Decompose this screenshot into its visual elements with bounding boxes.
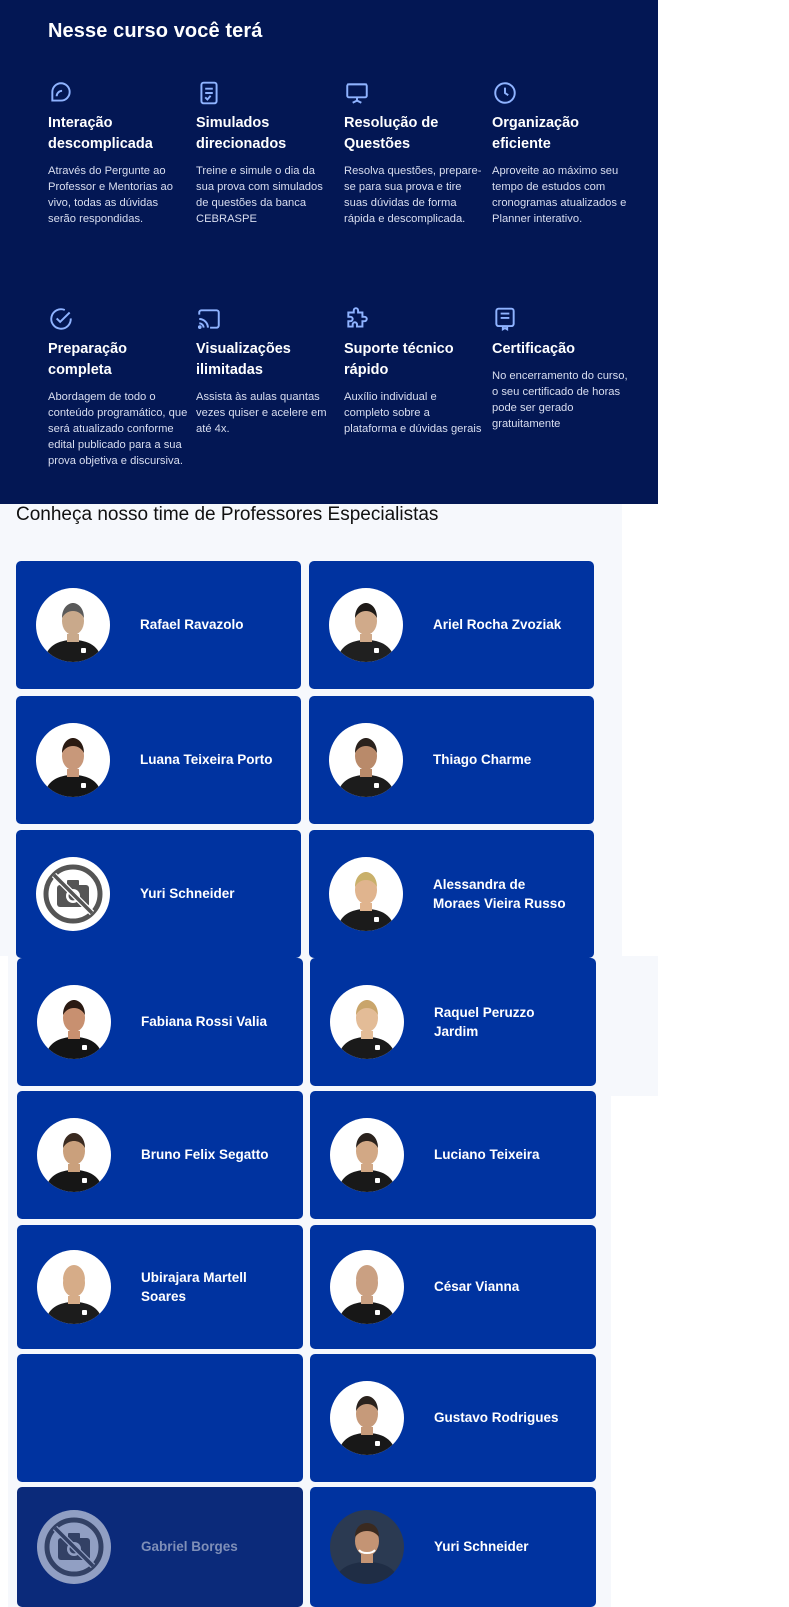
feature-description: No encerramento do curso, o seu certificado de horas pode ser gerado gratuitamente <box>492 370 628 430</box>
professor-name: Gustavo Rodrigues <box>434 1410 559 1425</box>
professor-card[interactable] <box>16 561 301 689</box>
feature-preparation <box>48 306 188 469</box>
professor-name: Bruno Felix Segatto <box>141 1147 269 1162</box>
professor-card[interactable] <box>17 1091 303 1219</box>
feature-simulations <box>196 80 336 227</box>
professor-card[interactable] <box>17 958 303 1086</box>
feature-questions <box>344 80 484 227</box>
feature-organization <box>492 80 632 227</box>
no-photo-icon <box>36 857 110 931</box>
professor-photo <box>329 723 403 797</box>
cast-screen-icon <box>196 306 222 332</box>
professor-name: César Vianna <box>434 1279 520 1294</box>
professor-card[interactable] <box>309 696 594 824</box>
professor-photo <box>330 985 404 1059</box>
feature-description: Treine e simule o dia da sua prova com simulados de questões da banca CEBRASPE <box>196 165 323 225</box>
puzzle-piece-icon <box>344 306 370 332</box>
professor-card[interactable] <box>17 1487 303 1607</box>
feature-title: Suporte técnico rápido <box>344 341 454 378</box>
feature-views <box>196 306 336 437</box>
chat-bubble-icon <box>48 80 74 106</box>
professor-card[interactable] <box>309 561 594 689</box>
feature-description: Abordagem de todo o conteúdo programático, que será atualizado conforme edital publicado para a sua prova objetiva e discursiva. <box>48 391 188 467</box>
benefits-title: Nesse curso você terá <box>48 20 263 42</box>
feature-title: Resolução de Questões <box>344 115 439 152</box>
professor-name: Ariel Rocha Zvoziak <box>433 617 562 632</box>
feature-title: Organização eficiente <box>492 115 580 152</box>
feature-description: Aproveite ao máximo seu tempo de estudos com cronogramas atualizados e Planner interativo. <box>492 165 627 225</box>
professor-photo <box>330 1510 404 1584</box>
feature-title: Visualizações ilimitadas <box>196 341 291 378</box>
professor-card[interactable] <box>17 1225 303 1349</box>
certificate-icon <box>492 306 518 332</box>
professor-card[interactable] <box>310 1354 596 1482</box>
professor-card[interactable] <box>310 1091 596 1219</box>
professor-name: Raquel Peruzzo Jardim <box>434 1005 535 1039</box>
feature-title: Certificação <box>492 341 576 357</box>
professor-card[interactable] <box>309 830 594 958</box>
professor-card[interactable] <box>16 696 301 824</box>
professor-card[interactable] <box>310 1225 596 1349</box>
feature-description: Assista às aulas quantas vezes quiser e acelere em até 4x. <box>196 391 327 435</box>
feature-title: Simulados direcionados <box>196 115 287 152</box>
professor-photo <box>36 588 110 662</box>
professor-name: Fabiana Rossi Valia <box>141 1014 268 1029</box>
feature-description: Auxílio individual e completo sobre a plataforma e dúvidas gerais <box>344 391 482 435</box>
professor-photo <box>329 588 403 662</box>
professor-name: Luana Teixeira Porto <box>140 752 273 767</box>
clock-icon <box>492 80 518 106</box>
feature-certification <box>492 306 632 432</box>
professor-photo <box>37 985 111 1059</box>
professor-name: Rafael Ravazolo <box>140 617 244 632</box>
document-checklist-icon <box>196 80 222 106</box>
professor-name: Yuri Schneider <box>140 886 235 901</box>
professor-photo <box>36 723 110 797</box>
professor-photo <box>37 1118 111 1192</box>
course-benefits-section <box>0 0 658 504</box>
professor-photo <box>330 1250 404 1324</box>
professor-name: Gabriel Borges <box>141 1539 238 1554</box>
feature-description: Através do Pergunte ao Professor e Mentorias ao vivo, todas as dúvidas serão respondidas. <box>48 165 173 225</box>
feature-title: Preparação completa <box>48 341 127 378</box>
feature-title: Interação descomplicada <box>48 115 153 152</box>
check-circle-icon <box>48 306 74 332</box>
professor-name: Ubirajara Martell Soares <box>141 1270 247 1304</box>
professor-photo <box>330 1118 404 1192</box>
professor-name: Alessandra de Moraes Vieira Russo <box>433 877 566 911</box>
no-photo-icon <box>37 1510 111 1584</box>
feature-interaction <box>48 80 188 227</box>
professor-card[interactable] <box>310 1487 596 1607</box>
professor-card[interactable] <box>310 958 596 1086</box>
professor-name: Thiago Charme <box>433 752 532 767</box>
professor-photo <box>330 1381 404 1455</box>
professor-name: Luciano Teixeira <box>434 1147 540 1162</box>
professor-photo <box>329 857 403 931</box>
presentation-board-icon <box>344 80 370 106</box>
team-section-title: Conheça nosso time de Professores Especialistas <box>16 504 439 525</box>
professor-card[interactable] <box>17 1354 303 1482</box>
feature-support <box>344 306 484 437</box>
professor-photo <box>37 1250 111 1324</box>
professor-name: Yuri Schneider <box>434 1539 529 1554</box>
feature-description: Resolva questões, prepare-se para sua prova e tire suas dúvidas de forma rápida e descomplicada. <box>344 165 482 225</box>
professor-card[interactable] <box>16 830 301 958</box>
